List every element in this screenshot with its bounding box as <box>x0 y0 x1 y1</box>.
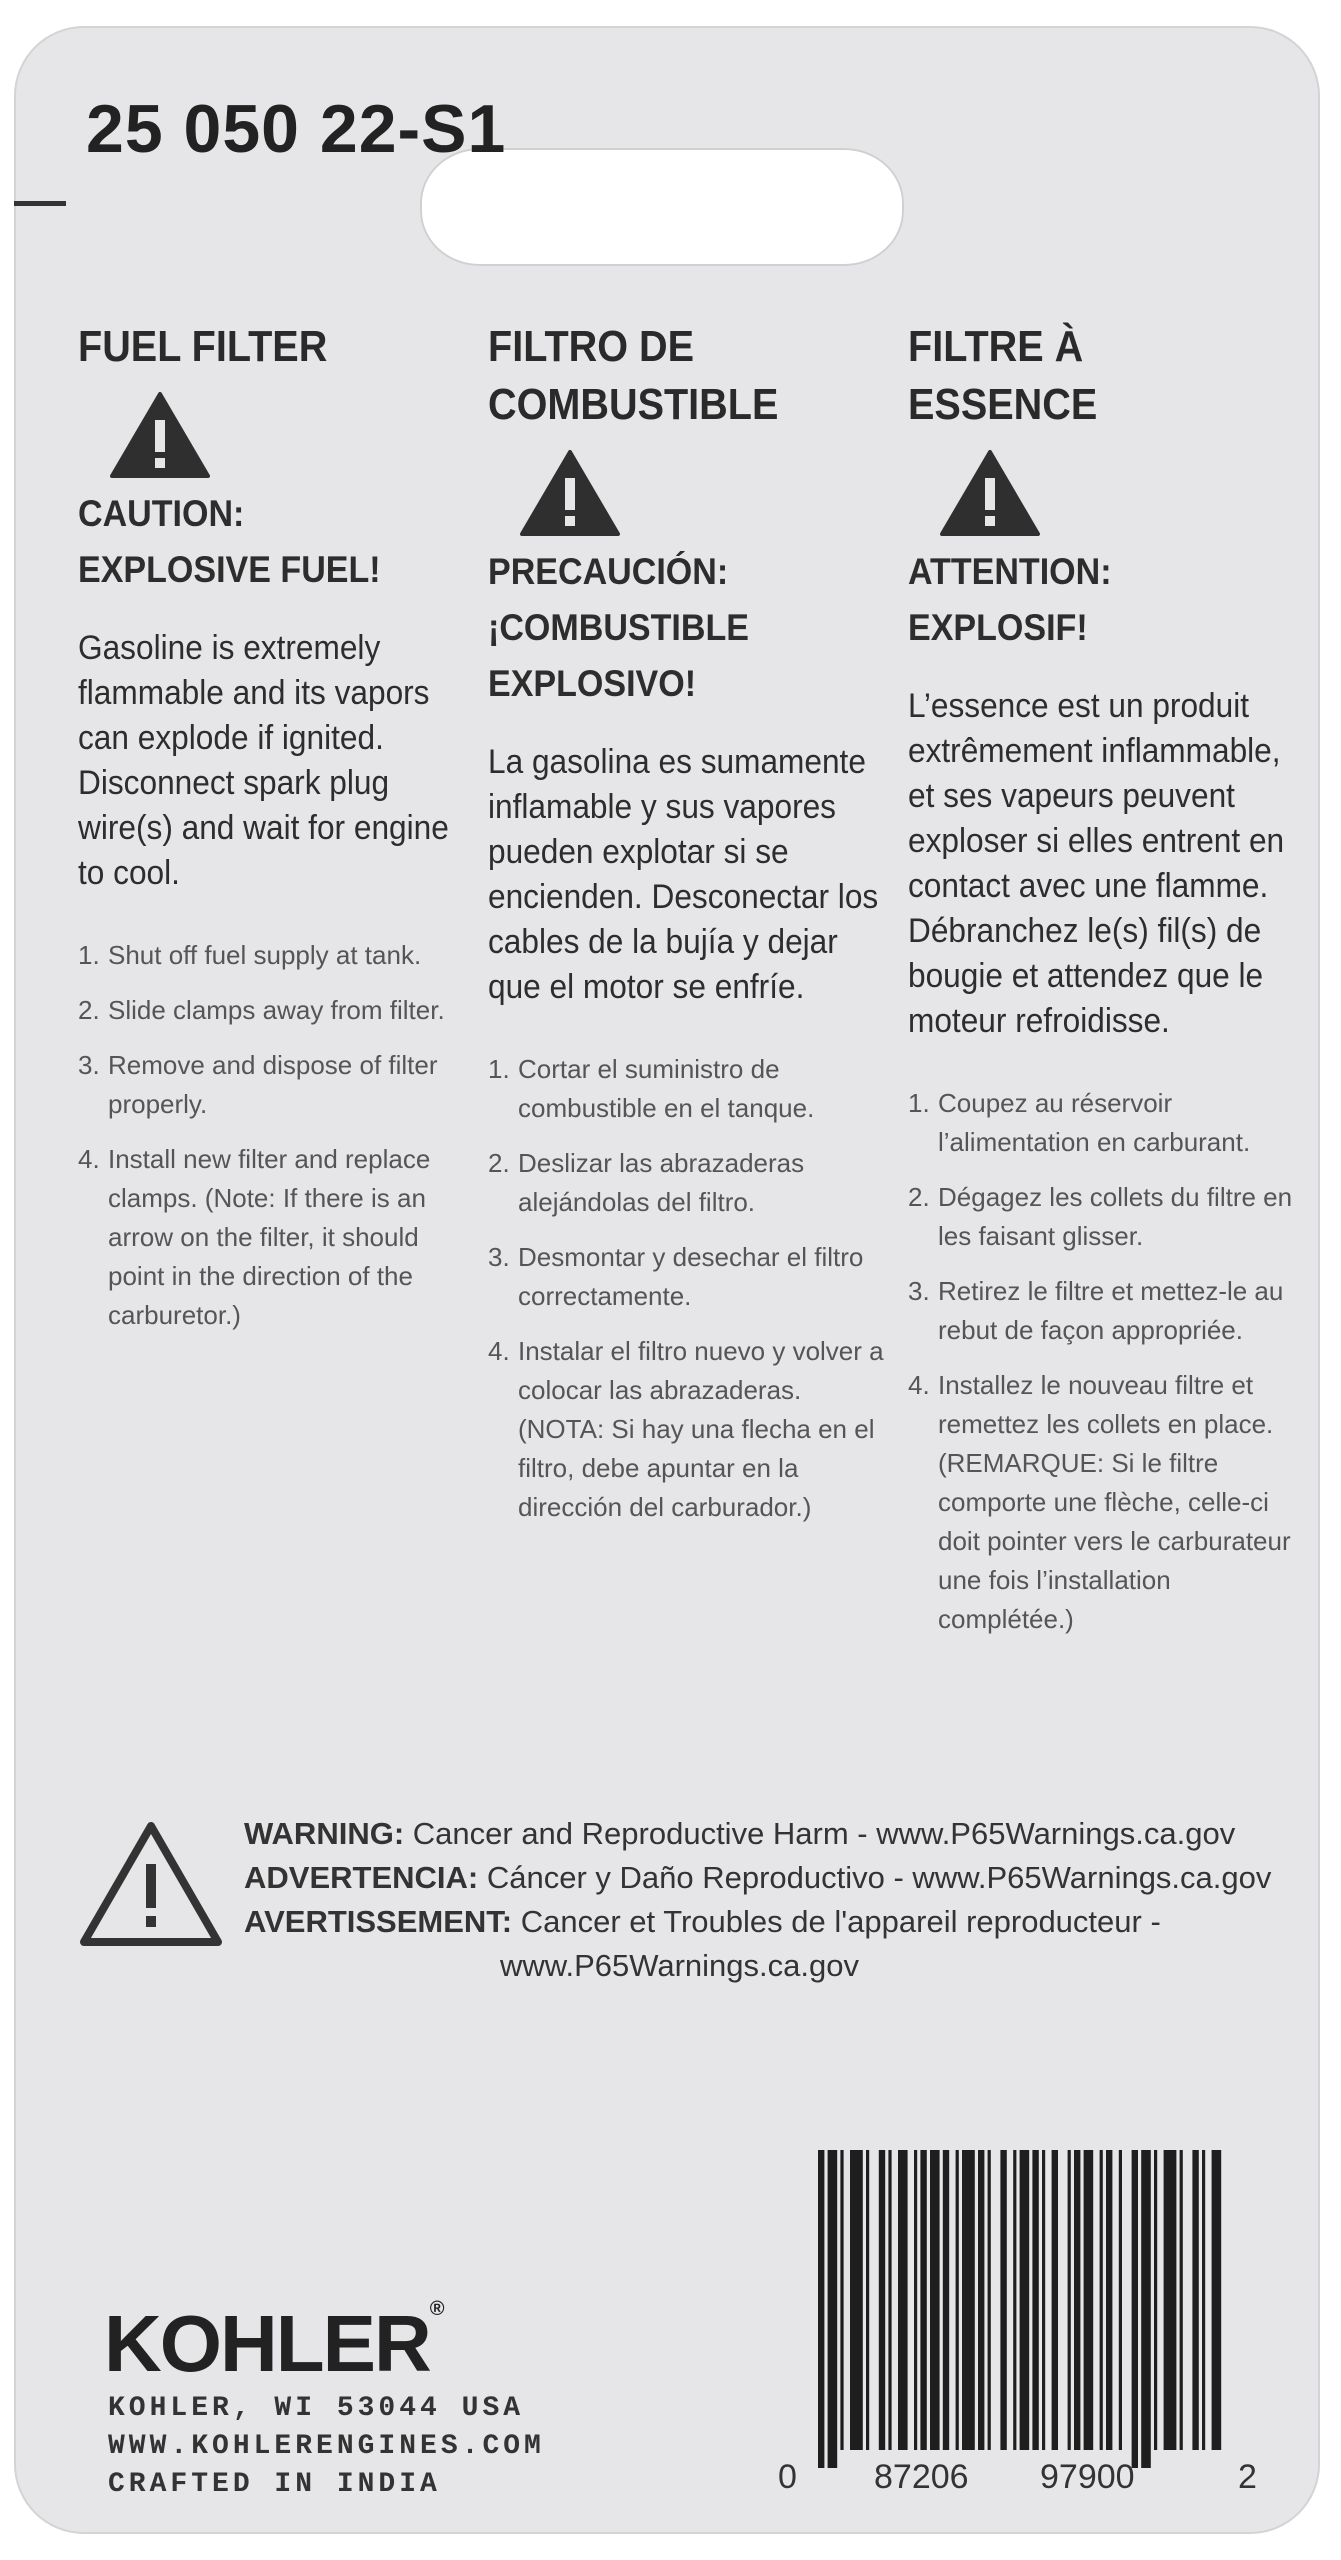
address-line: KOHLER, WI 53044 USA <box>108 2393 525 2424</box>
list-item: 2. Dégagez les collets du filtre en les faisant glisser. <box>908 1182 1293 1251</box>
kohler-logo: KOHLER® <box>104 2298 445 2388</box>
instruction-list <box>908 1084 1298 1639</box>
list-item: 4. Install new filter and replace clamps. (Note: If there is an arrow on the filter, it should point in the direction of the carburetor.) <box>78 1144 431 1330</box>
barcode-bar <box>1074 2150 1080 2450</box>
caution-heading: CAUTION: EXPLOSIVE FUEL! <box>78 493 381 590</box>
origin-line: CRAFTED IN INDIA <box>108 2469 441 2500</box>
column-french <box>908 318 1298 1655</box>
caution-heading: ATTENTION: EXPLOSIF! <box>908 551 1112 648</box>
barcode-bar <box>850 2150 863 2450</box>
instruction-list <box>488 1050 888 1527</box>
barcode-bar <box>943 2150 949 2450</box>
barcode-bar <box>840 2150 843 2450</box>
barcode-bar <box>828 2150 838 2468</box>
list-item: 3. Desmontar y desechar el filtro correctamente. <box>488 1242 864 1311</box>
prop65-warning <box>78 1812 1278 1992</box>
instruction-list <box>78 936 458 1335</box>
list-item: 2. Slide clamps away from filter. <box>78 995 445 1025</box>
barcode-bar <box>879 2150 885 2450</box>
upc-barcode <box>818 2150 1228 2468</box>
column-title: FILTRE À ESSENCE <box>908 322 1098 429</box>
barcode-bar <box>888 2150 891 2450</box>
barcode-bar <box>1013 2150 1016 2450</box>
barcode-group-right: 97900 <box>1040 2458 1135 2496</box>
part-number: 25 050 22-S1 <box>86 91 507 167</box>
prop65-line-french: AVERTISSEMENT: Cancer et Troubles de l'appareil reproducteur - <box>244 1904 1161 1939</box>
prop65-line-english: WARNING: Cancer and Reproductive Harm - www.P65Warnings.ca.gov <box>244 1816 1236 1851</box>
barcode-bar <box>1084 2150 1094 2450</box>
warning-triangle-icon <box>108 390 212 480</box>
website-line: WWW.KOHLERENGINES.COM <box>108 2431 545 2462</box>
column-spanish <box>488 318 888 1543</box>
barcode-bar <box>930 2150 940 2450</box>
manufacturer-info <box>108 2390 545 2504</box>
barcode-bar <box>1180 2150 1183 2450</box>
barcode-bar <box>1192 2150 1198 2450</box>
barcode-bar <box>1106 2150 1112 2450</box>
list-item: 4. Instalar el filtro nuevo y volver a colocar las abrazaderas. (NOTA: Si hay una flecha en el filtro, debe apuntar en la dirección del carburador.) <box>488 1336 884 1522</box>
barcode-bar <box>1032 2150 1038 2450</box>
barcode-bar <box>920 2150 926 2450</box>
barcode-check-digit: 2 <box>1238 2458 1257 2496</box>
barcode-first-digit: 0 <box>778 2458 797 2496</box>
list-item: 3. Remove and dispose of filter properly. <box>78 1050 438 1119</box>
edge-mark <box>14 201 66 206</box>
list-item: 1. Cortar el suministro de combustible en el tanque. <box>488 1054 815 1123</box>
prop65-line-spanish: ADVERTENCIA: Cáncer y Daño Reproductivo - www.P65Warnings.ca.gov <box>244 1860 1272 1895</box>
barcode-bar <box>1164 2150 1177 2450</box>
barcode-bar <box>1119 2150 1122 2450</box>
hazard-paragraph: La gasolina es sumamente inflamable y sus vapores pueden explotar si se encienden. Desconectar los cables de la bujía y dejar que el motor se enfríe. <box>488 743 879 1006</box>
barcode-bar <box>818 2150 824 2468</box>
barcode-bar <box>1020 2150 1030 2450</box>
barcode-bar <box>866 2150 869 2450</box>
prop65-url: www.P65Warnings.ca.gov <box>500 1948 859 1983</box>
hazard-paragraph: Gasoline is extremely flammable and its vapors can explode if ignited. Disconnect spark plug wire(s) and wait for engine to cool. <box>78 629 449 892</box>
warning-triangle-outline-icon <box>78 1820 224 1948</box>
hazard-paragraph: L’essence est un produit extrêmement inflammable, et ses vapeurs peuvent exploser si elles entrent en contact avec une flamme. Débranchez le(s) fil(s) de bougie et attendez que le moteur refroidisse. <box>908 687 1285 1040</box>
column-title: FUEL FILTER <box>78 322 328 371</box>
barcode-bar <box>988 2150 991 2450</box>
barcode-bar <box>1141 2150 1151 2468</box>
barcode-bar <box>914 2150 917 2450</box>
list-item: 2. Deslizar las abrazaderas alejándolas del filtro. <box>488 1148 805 1217</box>
barcode-bar <box>1100 2150 1103 2450</box>
prop65-text <box>244 1812 1304 1988</box>
list-item: 1. Shut off fuel supply at tank. <box>78 940 422 970</box>
barcode-bar <box>1042 2150 1045 2450</box>
barcode-bar <box>956 2150 959 2450</box>
barcode-bar <box>1000 2150 1006 2450</box>
column-title: FILTRO DE COMBUSTIBLE <box>488 322 779 429</box>
barcode-group-left: 87206 <box>874 2458 969 2496</box>
caution-heading: PRECAUCIÓN: ¡COMBUSTIBLE EXPLOSIVO! <box>488 551 749 704</box>
barcode-bar <box>1052 2150 1058 2450</box>
barcode-bar <box>1212 2150 1222 2450</box>
barcode-bar <box>898 2150 908 2450</box>
barcode-bar <box>962 2150 975 2450</box>
barcode-bar <box>1154 2150 1157 2450</box>
warning-triangle-icon <box>938 448 1042 538</box>
list-item: 3. Retirez le filtre et mettez-le au rebut de façon appropriée. <box>908 1276 1284 1345</box>
barcode-bar <box>1068 2150 1071 2450</box>
list-item: 4. Installez le nouveau filtre et remettez les collets en place. (REMARQUE: Si le filtre comporte une flèche, celle-ci doit pointer vers le carburateur une fois l’installation complétée.) <box>908 1370 1291 1634</box>
warning-triangle-icon <box>518 448 622 538</box>
barcode-bar <box>1202 2150 1205 2450</box>
barcode-bar <box>1132 2150 1138 2468</box>
list-item: 1. Coupez au réservoir l’alimentation en carburant. <box>908 1088 1251 1157</box>
column-english <box>78 318 458 1351</box>
barcode-bar <box>978 2150 984 2450</box>
